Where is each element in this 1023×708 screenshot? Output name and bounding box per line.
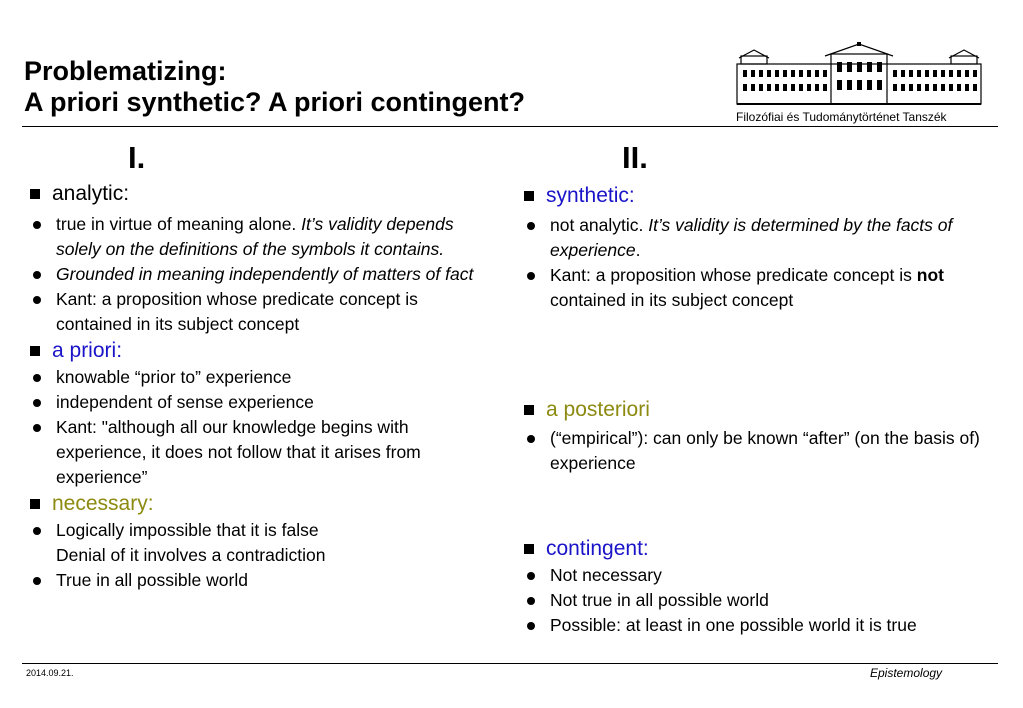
bottom-divider: [22, 663, 998, 664]
university-building-icon: [733, 42, 985, 108]
bullet-dot-icon: [527, 272, 535, 280]
list-item: independent of sense experience: [26, 390, 496, 415]
list-item: true in virtue of meaning alone. It’s validity depends solely on the definitions of the symbols it contains.: [26, 212, 496, 262]
list-item: not analytic. It’s validity is determined by the facts of experience.: [520, 213, 1000, 263]
title-line-2: A priori synthetic? A priori contingent?: [24, 87, 526, 117]
bullet-dot-icon: [33, 399, 41, 407]
section-a-posteriori: [520, 398, 1000, 422]
section-label: analytic:: [52, 182, 130, 205]
bullet-dot-icon: [527, 597, 535, 605]
bullet-dot-icon: [33, 271, 41, 279]
left-column: [26, 182, 496, 593]
section-necessary: [26, 492, 496, 516]
list-item: Not necessary: [520, 563, 1000, 588]
square-bullet-icon: [524, 405, 534, 415]
list-item: (“empirical”): can only be known “after” (on the basis of) experience: [520, 426, 1000, 476]
footer-date: 2014.09.21.: [26, 668, 74, 678]
right-column: [520, 184, 1000, 313]
bullet-dot-icon: [33, 221, 41, 229]
bullet-dot-icon: [527, 622, 535, 630]
bullet-dot-icon: [33, 374, 41, 382]
section-label: synthetic:: [546, 184, 635, 207]
right-column-middle: [520, 398, 1000, 476]
bullet-dot-icon: [33, 296, 41, 304]
bullet-dot-icon: [527, 222, 535, 230]
list-item: Possible: at least in one possible world it is true: [520, 613, 1000, 638]
section-a-priori: [26, 339, 496, 363]
square-bullet-icon: [30, 189, 40, 199]
section-label: contingent:: [546, 537, 649, 560]
bullet-dot-icon: [33, 424, 41, 432]
bullet-dot-icon: [33, 527, 41, 535]
list-item: Kant: a proposition whose predicate concept is contained in its subject concept: [26, 287, 496, 337]
square-bullet-icon: [524, 191, 534, 201]
bullet-dot-icon: [527, 435, 535, 443]
top-divider: [22, 126, 998, 127]
footer-course: Epistemology: [870, 666, 943, 680]
list-item: Kant: "although all our knowledge begins with experience, it does not follow that it arises from experience”: [26, 415, 496, 490]
list-item: Logically impossible that it is false Denial of it involves a contradiction: [26, 518, 496, 568]
square-bullet-icon: [30, 346, 40, 356]
bullet-dot-icon: [33, 577, 41, 585]
right-column-heading: II.: [622, 140, 648, 175]
section-analytic: [26, 182, 496, 206]
section-contingent: [520, 537, 1000, 561]
section-label: a priori:: [52, 339, 123, 362]
list-item: True in all possible world: [26, 568, 496, 593]
bullet-dot-icon: [527, 572, 535, 580]
title-line-1: Problematizing:: [24, 56, 227, 86]
left-column-heading: I.: [128, 140, 146, 175]
list-item: knowable “prior to” experience: [26, 365, 496, 390]
section-label: a posteriori: [546, 398, 650, 421]
square-bullet-icon: [524, 544, 534, 554]
right-column-bottom: [520, 537, 1000, 638]
list-item: Grounded in meaning independently of matters of fact: [26, 262, 496, 287]
list-item: Kant: a proposition whose predicate concept is not contained in its subject concept: [520, 263, 1000, 313]
square-bullet-icon: [30, 499, 40, 509]
section-label: necessary:: [52, 492, 154, 515]
department-name: Filozófiai és Tudománytörténet Tanszék: [736, 110, 947, 124]
section-synthetic: [520, 184, 1000, 208]
list-item: Not true in all possible world: [520, 588, 1000, 613]
slide-title: [24, 56, 525, 118]
